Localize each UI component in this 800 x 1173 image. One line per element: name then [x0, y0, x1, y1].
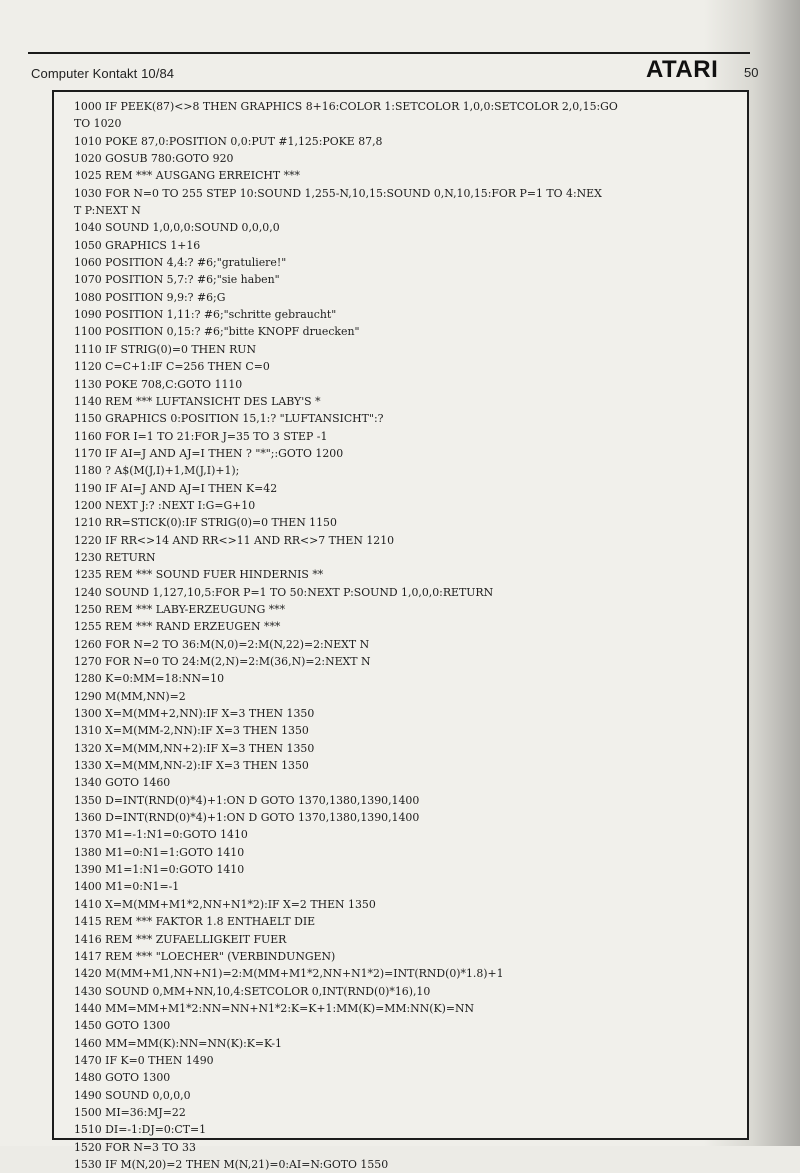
- listing-line: 1070 POSITION 5,7:? #6;"sie haben": [74, 273, 280, 287]
- listing-line: 1150 GRAPHICS 0:POSITION 15,1:? "LUFTANSICHT":?: [74, 412, 384, 426]
- listing-line: 1235 REM *** SOUND FUER HINDERNIS **: [74, 568, 324, 582]
- page-header: [28, 56, 763, 86]
- listing-line: 1510 DI=-1:DJ=0:CT=1: [74, 1123, 207, 1137]
- listing-line: 1460 MM=MM(K):NN=NN(K):K=K-1: [74, 1036, 282, 1050]
- listing-line: 1440 MM=MM+M1*2:NN=NN+N1*2:K=K+1:MM(K)=MM:NN(K)=NN: [74, 1001, 475, 1015]
- listing-line: 1450 GOTO 1300: [74, 1019, 171, 1033]
- listing-line: 1110 IF STRIG(0)=0 THEN RUN: [74, 342, 256, 356]
- listing-line: 1255 REM *** RAND ERZEUGEN ***: [74, 620, 281, 634]
- listing-line: 1370 M1=-1:N1=0:GOTO 1410: [74, 828, 248, 842]
- listing-line: 1180 ? A$(M(J,I)+1,M(J,I)+1);: [74, 464, 240, 478]
- listing-line: 1390 M1=1:N1=0:GOTO 1410: [74, 863, 245, 877]
- listing-line: 1010 POKE 87,0:POSITION 0,0:PUT #1,125:POKE 87,8: [74, 134, 383, 148]
- header-rule: [28, 52, 750, 54]
- listing-line: 1190 IF AI=J AND AJ=I THEN K=42: [74, 481, 278, 495]
- listing-line: 1260 FOR N=2 TO 36:M(N,0)=2:M(N,22)=2:NEXT N: [74, 637, 370, 651]
- listing-line: 1050 GRAPHICS 1+16: [74, 238, 201, 252]
- listing-line: 1210 RR=STICK(0):IF STRIG(0)=0 THEN 1150: [74, 516, 337, 530]
- listing-line: 1100 POSITION 0,15:? #6;"bitte KNOPF druecken": [74, 325, 360, 339]
- listing-line: 1300 X=M(MM+2,NN):IF X=3 THEN 1350: [74, 707, 315, 721]
- listing-line: 1170 IF AI=J AND AJ=I THEN ? "*";:GOTO 1200: [74, 446, 344, 460]
- listing-line: 1000 IF PEEK(87)<>8 THEN GRAPHICS 8+16:COLOR 1:SETCOLOR 1,0,0:SETCOLOR 2,0,15:GO: [74, 100, 618, 113]
- listing-line: TO 1020: [74, 117, 122, 131]
- listing-line: 1250 REM *** LABY-ERZEUGUNG ***: [74, 602, 286, 616]
- listing-line: 1417 REM *** "LOECHER" (VERBINDUNGEN): [74, 949, 336, 963]
- listing-line: 1060 POSITION 4,4:? #6;"gratuliere!": [74, 256, 287, 270]
- listing-line: 1160 FOR I=1 TO 21:FOR J=35 TO 3 STEP -1: [74, 429, 328, 443]
- listing-line: 1350 D=INT(RND(0)*4)+1:ON D GOTO 1370,1380,1390,1400: [74, 793, 420, 807]
- listing-line: 1140 REM *** LUFTANSICHT DES LABY'S *: [74, 394, 321, 408]
- page-number: 50: [744, 65, 759, 80]
- listing-line: 1030 FOR N=0 TO 255 STEP 10:SOUND 1,255-N,10,15:SOUND 0,N,10,15:FOR P=1 TO 4:NEX: [74, 186, 602, 200]
- listing-line: 1130 POKE 708,C:GOTO 1110: [74, 377, 243, 391]
- listing-line: 1490 SOUND 0,0,0,0: [74, 1088, 191, 1102]
- listing-line: 1290 M(MM,NN)=2: [74, 689, 186, 703]
- listing-line: 1220 IF RR<>14 AND RR<>11 AND RR<>7 THEN 1210: [74, 533, 395, 547]
- listing-line: 1480 GOTO 1300: [74, 1071, 171, 1085]
- listing-line: 1120 C=C+1:IF C=256 THEN C=0: [74, 360, 270, 374]
- section-brand: ATARI: [646, 56, 719, 83]
- listing-line: T P:NEXT N: [74, 204, 141, 218]
- listing-line: 1430 SOUND 0,MM+NN,10,4:SETCOLOR 0,INT(RND(0)*16),10: [74, 984, 431, 998]
- listing-line: 1416 REM *** ZUFAELLIGKEIT FUER: [74, 932, 287, 946]
- listing-line: 1415 REM *** FAKTOR 1.8 ENTHAELT DIE: [74, 915, 316, 929]
- listing-line: 1200 NEXT J:? :NEXT I:G=G+10: [74, 498, 256, 512]
- listing-line: 1270 FOR N=0 TO 24:M(2,N)=2:M(36,N)=2:NEXT N: [74, 655, 371, 668]
- listing-line: 1240 SOUND 1,127,10,5:FOR P=1 TO 50:NEXT P:SOUND 1,0,0,0:RETURN: [74, 585, 494, 599]
- listing-line: 1340 GOTO 1460: [74, 776, 171, 790]
- listing-line: 1040 SOUND 1,0,0,0:SOUND 0,0,0,0: [74, 221, 280, 235]
- magazine-issue: Computer Kontakt 10/84: [31, 66, 175, 81]
- listing-line: 1230 RETURN: [74, 550, 156, 564]
- listing-line: 1380 M1=0:N1=1:GOTO 1410: [74, 845, 245, 859]
- listing-line: 1360 D=INT(RND(0)*4)+1:ON D GOTO 1370,1380,1390,1400: [74, 811, 420, 825]
- listing-line: 1410 X=M(MM+M1*2,NN+N1*2):IF X=2 THEN 1350: [74, 897, 376, 911]
- listing-line: 1310 X=M(MM-2,NN):IF X=3 THEN 1350: [74, 724, 309, 738]
- listing-line: 1400 M1=0:N1=-1: [74, 880, 180, 894]
- listing-line: 1280 K=0:MM=18:NN=10: [74, 672, 225, 686]
- program-listing-box: [52, 90, 749, 1171]
- listing-line: 1090 POSITION 1,11:? #6;"schritte gebraucht": [74, 308, 337, 322]
- program-listing: [74, 98, 744, 1173]
- listing-line: 1080 POSITION 9,9:? #6;G: [74, 290, 226, 304]
- listing-line: 1470 IF K=0 THEN 1490: [74, 1053, 214, 1067]
- listing-line: 1520 FOR N=3 TO 33: [74, 1140, 196, 1154]
- listing-line: 1020 GOSUB 780:GOTO 920: [74, 152, 234, 166]
- listing-line: 1330 X=M(MM,NN-2):IF X=3 THEN 1350: [74, 759, 309, 773]
- listing-line: 1025 REM *** AUSGANG ERREICHT ***: [74, 169, 300, 183]
- listing-line: 1530 IF M(N,20)=2 THEN M(N,21)=0:AI=N:GOTO 1550: [74, 1157, 389, 1171]
- listing-line: 1420 M(MM+M1,NN+N1)=2:M(MM+M1*2,NN+N1*2)=INT(RND(0)*1.8)+1: [74, 967, 504, 981]
- listing-line: 1500 MI=36:MJ=22: [74, 1105, 186, 1119]
- listing-line: 1320 X=M(MM,NN+2):IF X=3 THEN 1350: [74, 741, 315, 755]
